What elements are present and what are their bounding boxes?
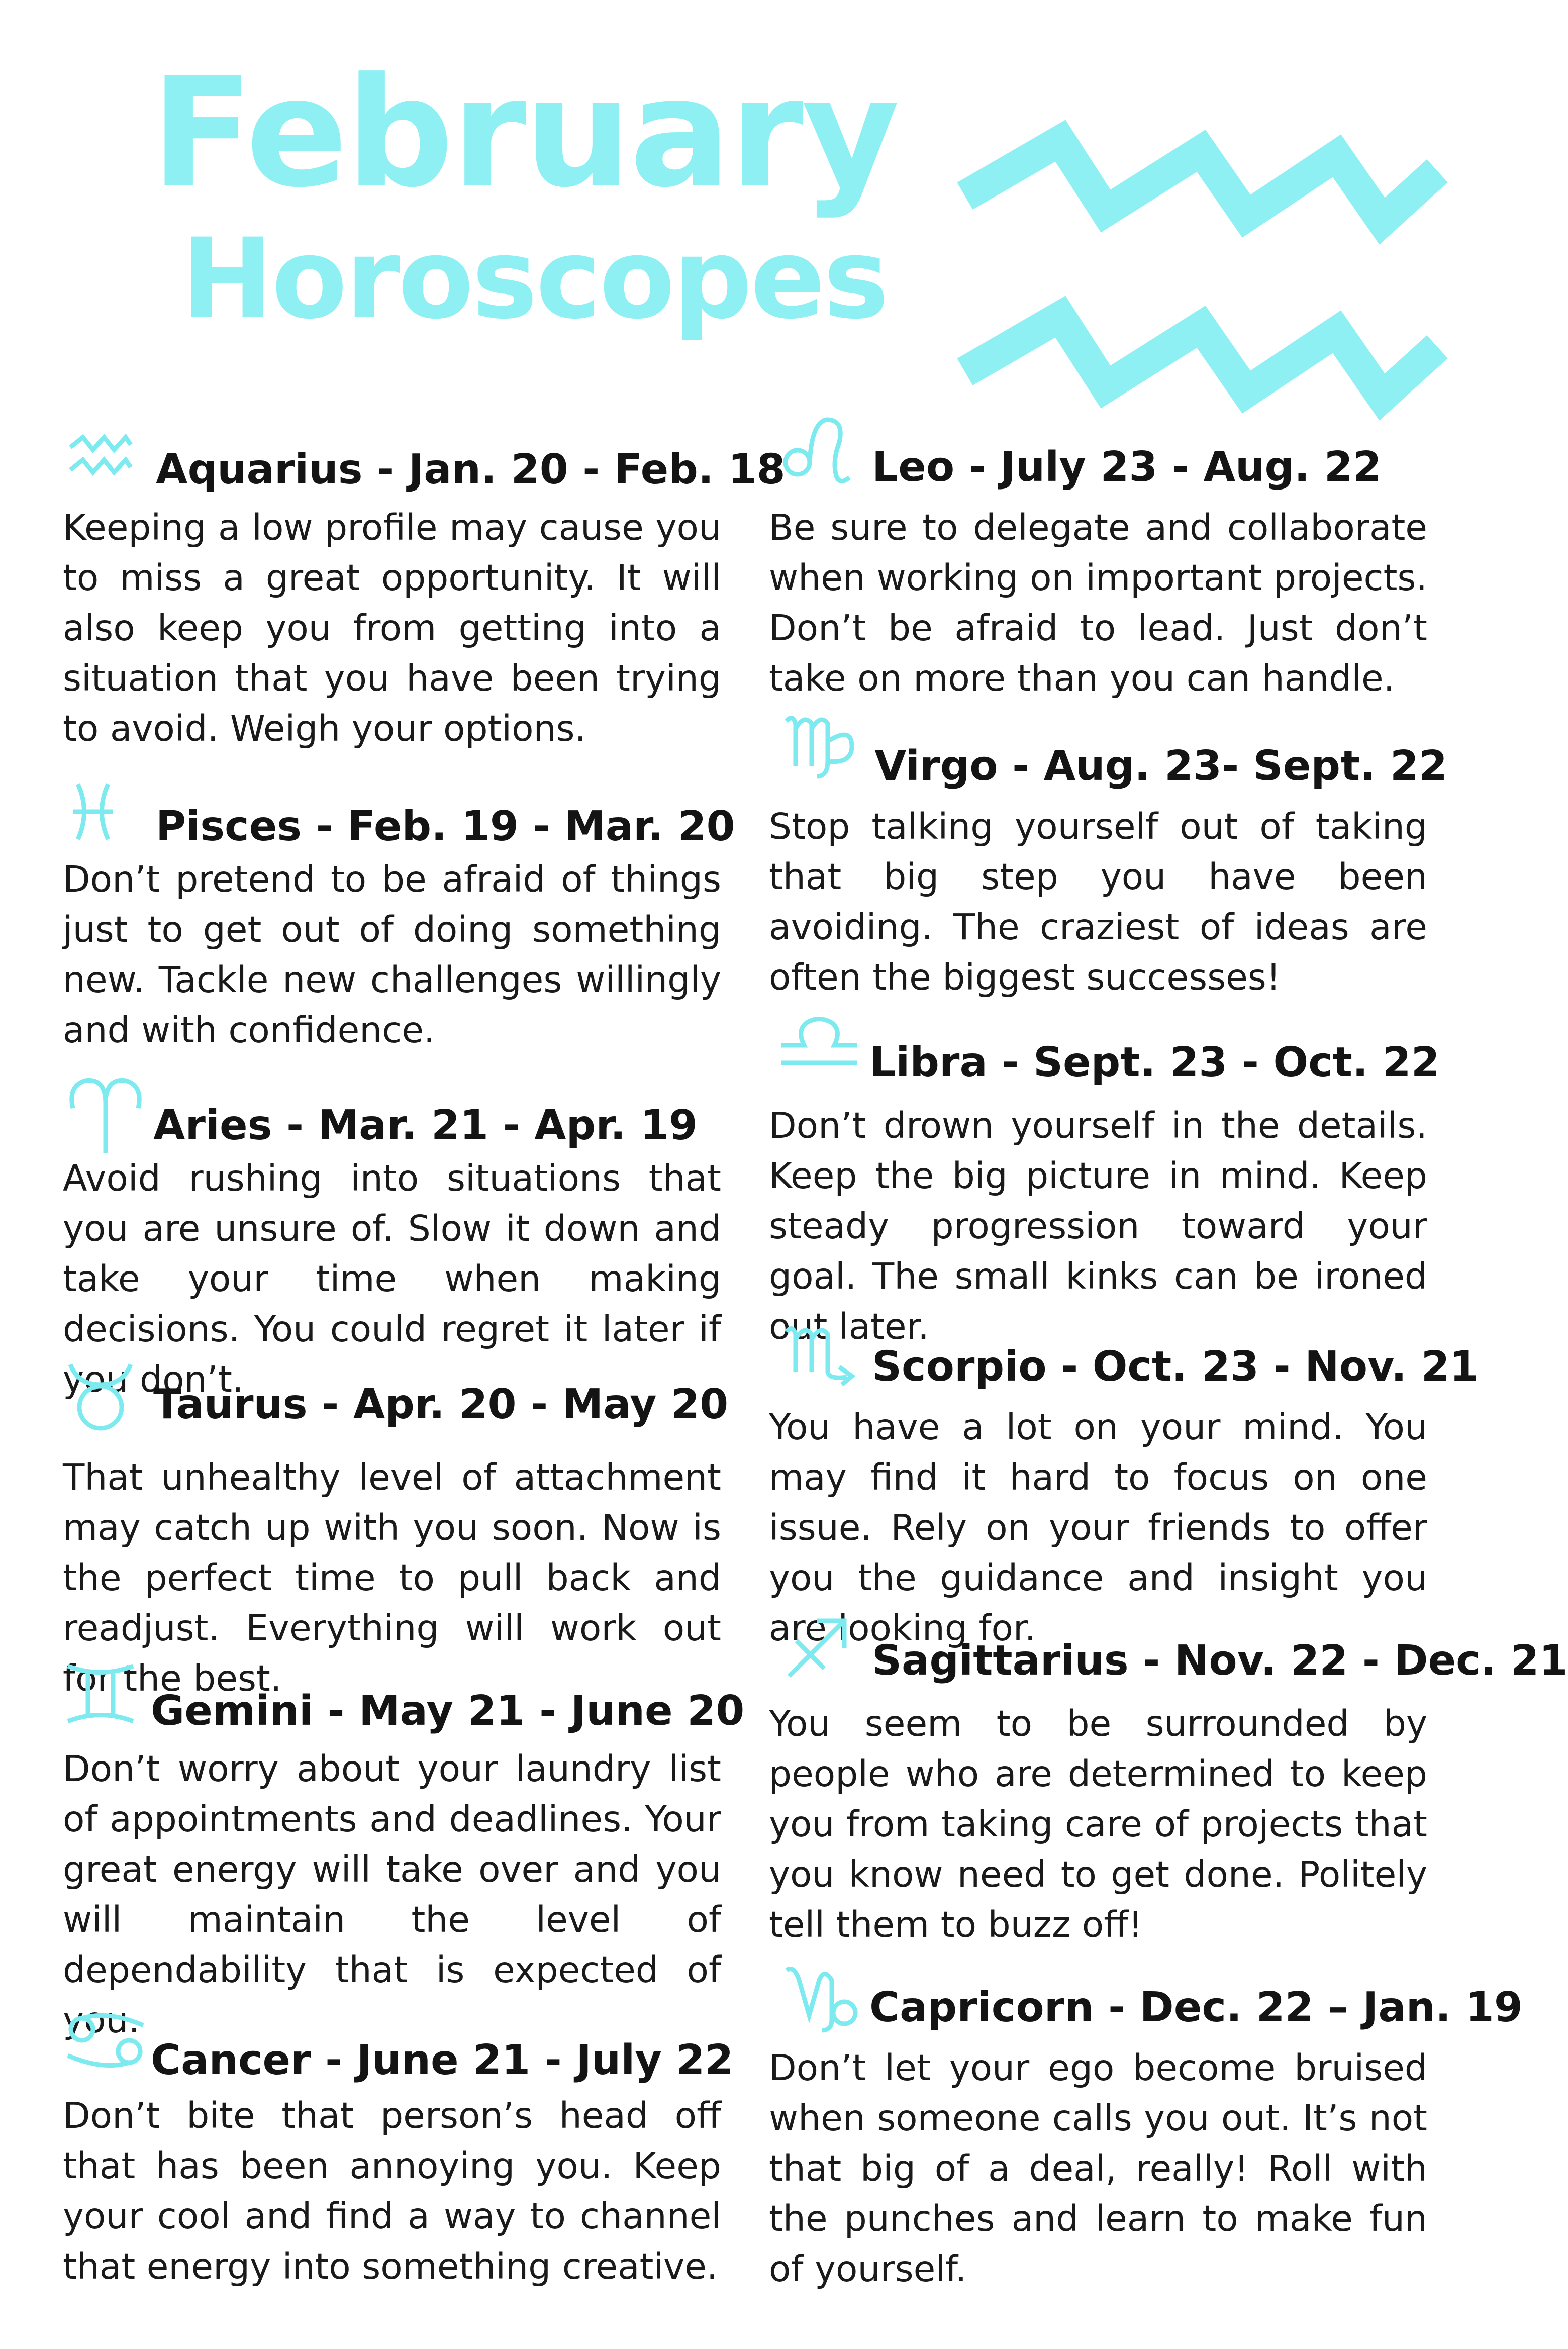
- gemini-heading: Gemini - May 21 - June 20: [151, 1687, 745, 1735]
- aquarius-decoration-icon: [955, 111, 1457, 437]
- cancer-icon: [63, 2010, 148, 2071]
- scorpio-icon: [781, 1317, 867, 1387]
- taurus-text: That unhealthy level of attachment may catch up with you soon. Now is the perfect time to pull back and readjust. Everything will work out for the best.: [63, 1456, 721, 1699]
- libra-text: Don’t drown yourself in the details. Keep the big picture in mind. Keep steady progression toward your goal. The small kinks can be ironed out later.: [769, 1105, 1427, 1347]
- pisces-text: Don’t pretend to be afraid of things just to get out of doing something new. Tackle new challenges willingly and with confidence.: [63, 858, 721, 1051]
- libra-icon: [776, 1015, 862, 1070]
- page-subtitle: Horoscopes: [181, 215, 888, 343]
- pisces-heading: Pisces - Feb. 19 - Mar. 20: [156, 803, 735, 850]
- scorpio-text: You have a lot on your mind. You may find it hard to focus on one issue. Rely on your friends to offer you the guidance and insight you are looking for.: [769, 1406, 1427, 1649]
- capricorn-icon: [781, 1960, 862, 2035]
- cancer-heading: Cancer - June 21 - July 22: [151, 2036, 734, 2084]
- virgo-icon: [781, 706, 862, 781]
- scorpio-heading: Scorpio - Oct. 23 - Nov. 21: [872, 1343, 1479, 1391]
- virgo-heading: Virgo - Aug. 23- Sept. 22: [874, 742, 1448, 790]
- aquarius-heading: Aquarius - Jan. 20 - Feb. 18: [156, 446, 786, 494]
- cancer-text: Don’t bite that person’s head off that has been annoying you. Keep your cool and find a way to channel that energy into something creative.: [63, 2095, 721, 2287]
- aquarius-text: Keeping a low profile may cause you to miss a great opportunity. It will also keep you from getting into a situation that you have been trying to avoid. Weigh your options.: [63, 507, 721, 749]
- virgo-text: Stop talking yourself out of taking that big step you have been avoiding. The craziest of ideas are often the biggest successes!: [769, 806, 1427, 998]
- sagittarius-icon: [781, 1613, 852, 1684]
- capricorn-heading: Capricorn - Dec. 22 – Jan. 19: [869, 1984, 1523, 2031]
- sagittarius-heading: Sagittarius - Nov. 22 - Dec. 21: [872, 1637, 1568, 1685]
- page-title: February: [151, 45, 898, 221]
- leo-heading: Leo - July 23 - Aug. 22: [872, 443, 1382, 491]
- pisces-icon: [68, 779, 118, 844]
- gemini-text: Don’t worry about your laundry list of appointments and deadlines. Your great energy will take over and you will maintain the level of dependability that is expected of you.: [63, 1748, 721, 2041]
- sagittarius-text: You seem to be surrounded by people who are determined to keep you from taking care of projects that you know need to get done. Politely tell them to buzz off!: [769, 1703, 1427, 1945]
- leo-icon: [781, 412, 852, 487]
- aries-heading: Aries - Mar. 21 - Apr. 19: [153, 1102, 698, 1149]
- taurus-icon: [65, 1357, 136, 1432]
- aquarius-icon: [68, 430, 133, 480]
- aries-text: Avoid rushing into situations that you are unsure of. Slow it down and take your time when making decisions. You could regret it later if you don’t.: [63, 1157, 721, 1400]
- gemini-icon: [63, 1658, 138, 1729]
- libra-heading: Libra - Sept. 23 - Oct. 22: [869, 1039, 1440, 1087]
- aries-icon: [63, 1073, 148, 1158]
- taurus-heading: Taurus - Apr. 20 - May 20: [153, 1381, 729, 1428]
- capricorn-text: Don’t let your ego become bruised when someone calls you out. It’s not that big of a deal, really! Roll with the punches and learn to make fun of yourself.: [769, 2047, 1427, 2290]
- leo-text: Be sure to delegate and collaborate when working on important projects. Don’t be afraid to lead. Just don’t take on more than you can handle.: [769, 507, 1427, 699]
